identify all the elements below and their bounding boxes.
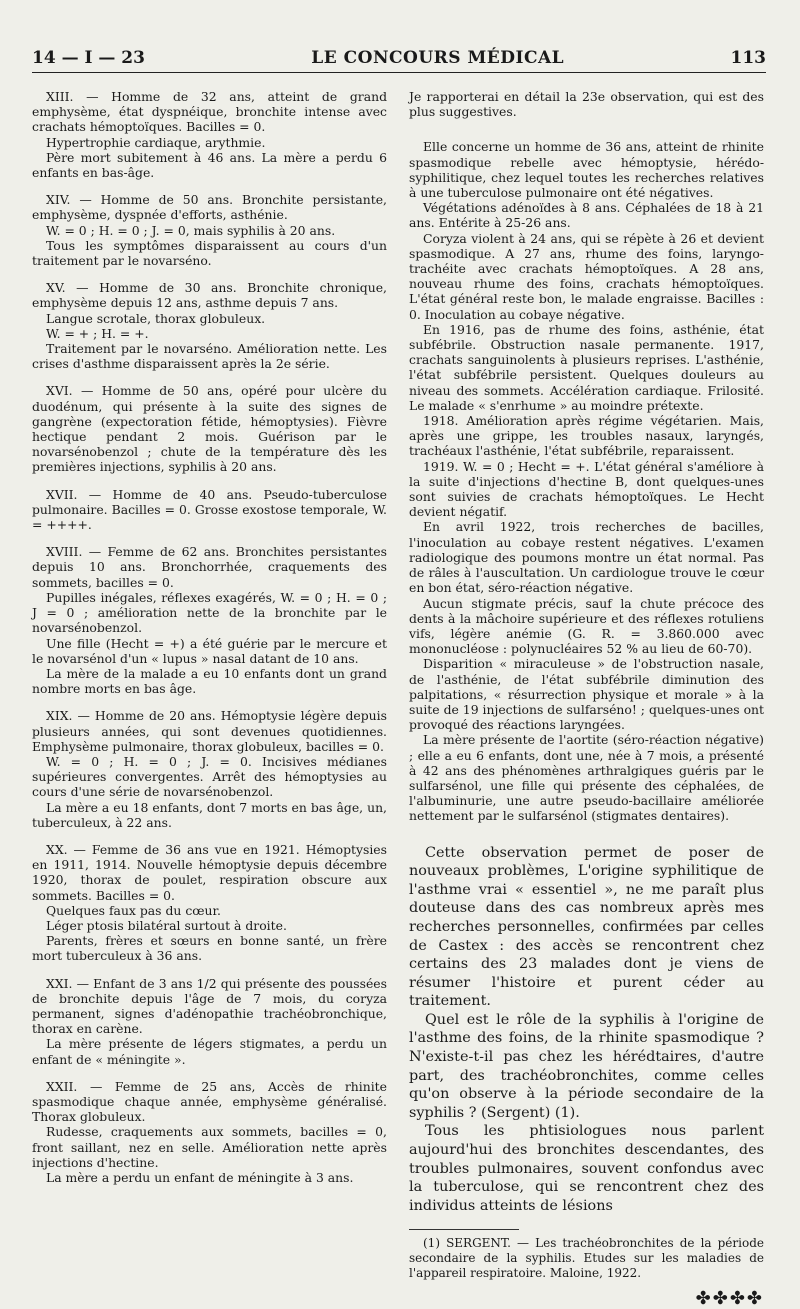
observation-paragraph: XVI. — Homme de 50 ans, opéré pour ulcère du duodénum, qui présente à la suite des signes de gangrène (expectoration fétide, hémoptysies). Fièvre hectique pendant 2 mois. Guérison par le novarsénobenzol ; chute de la température dès les premières injections, syphilis à 20 ans.: [32, 383, 387, 475]
observation-23-paragraph: 1918. Amélioration après régime végétarien. Mais, après une grippe, les troubles nasaux, laryngés, trachéaux l'asthénie, l'état subfébrile, reparaissent.: [409, 413, 764, 459]
observation-paragraph: XIII. — Homme de 32 ans, atteint de grand emphysème, état dyspnéique, bronchite intense avec crachats hémoptoïques. Bacilles = 0.: [32, 89, 387, 135]
observation-paragraph: XVIII. — Femme de 62 ans. Bronchites persistantes depuis 10 ans. Bronchorrhée, craquements des sommets, bacilles = 0.: [32, 544, 387, 590]
observation-entry: [32, 487, 387, 533]
observation-entry: [32, 708, 387, 830]
observation-paragraph: XV. — Homme de 30 ans. Bronchite chronique, emphysème depuis 12 ans, asthme depuis 7 ans.: [32, 280, 387, 311]
discussion-paragraph: Tous les phtisiologues nous parlent aujourd'hui des bronchites descendantes, des troubles pulmonaires, souvent confondus avec la tuberculose, qui se rencontrent chez des individus atteints de lésions: [409, 1123, 764, 1214]
footnote: [409, 1236, 764, 1281]
left-column: [32, 89, 387, 1307]
observation-entry: [32, 192, 387, 268]
observation-paragraph: Traitement par le novarséno. Amélioration nette. Les crises d'asthme disparaissent après la 2e série.: [32, 341, 387, 372]
observation-paragraph: Pupilles inégales, réflexes exagérés, W. = 0 ; H. = 0 ; J = 0 ; amélioration nette de la bronchite par le novarsénobenzol.: [32, 589, 387, 636]
observation-paragraph: Père mort subitement à 46 ans. La mère a perdu 6 enfants en bas-âge.: [32, 149, 387, 181]
observation-entry: [32, 1079, 387, 1185]
intro-text: Je rapporterai en détail la 23e observation, qui est des plus suggestives.: [409, 89, 764, 120]
observation-paragraph: Léger ptosis bilatéral surtout à droite.: [46, 917, 287, 933]
observation-paragraph: Parents, frères et sœurs en bonne santé, un frère mort tuberculeux à 36 ans.: [32, 933, 387, 964]
observation-23-paragraph: Végétations adénoïdes à 8 ans. Céphalées de 18 à 21 ans. Entérite à 25-26 ans.: [409, 200, 764, 231]
observation-23-paragraph: La mère présente de l'aortite (séro-réaction négative) ; elle a eu 6 enfants, dont une, née à 7 mois, a présenté à 42 ans des phénomènes arthralgiques guéris par le sulfarsénol, une fille qui présente des céphalées, de l'albuminurie, une autre pseudo-bacillaire améliorée nettement par le sulfarsénol (stigmates dentaires).: [409, 732, 764, 824]
observation-paragraph: Tous les symptômes disparaissent au cours d'un traitement par le novarséno.: [32, 237, 387, 269]
observation-paragraph: Langue scrotale, thorax globuleux.: [46, 310, 266, 326]
footnote-divider: [409, 1229, 519, 1230]
observation-paragraph: La mère a eu 18 enfants, dont 7 morts en bas âge, un, tuberculeux, à 22 ans.: [32, 799, 387, 830]
issue-date: 14 — I — 23: [32, 48, 145, 68]
observation-paragraph: Hypertrophie cardiaque, arythmie.: [46, 134, 266, 150]
journal-title: LE CONCOURS MÉDICAL: [311, 48, 565, 68]
observation-23-paragraph: En avril 1922, trois recherches de bacilles, l'inoculation au cobaye restent négatives. L'examen radiologique des poumons montre un état normal. Pas de râles à l'auscultation. Un cardiologue trouve le cœur en bon état, séro-réaction négative.: [409, 519, 764, 596]
observation-entry: [32, 280, 387, 371]
footnote-text: (1) SERGENT. — Les trachéobronchites de la période secondaire de la syphilis. Etudes sur les maladies de l'appareil respiratoire. Maloine, 1922.: [409, 1236, 764, 1281]
right-column: [409, 89, 764, 1307]
observation-23-paragraph: Elle concerne un homme de 36 ans, atteint de rhinite spasmodique rebelle avec hémoptysie, hérédo-syphilitique, chez lequel toutes les recherches relatives à une tuberculose pulmonaire ont été négatives.: [409, 139, 764, 201]
observation-paragraph: Rudesse, craquements aux sommets, bacilles = 0, front saillant, nez en selle. Amélioration nette après injections d'hectine.: [32, 1124, 387, 1170]
observation-paragraph: XIV. — Homme de 50 ans. Bronchite persistante, emphysème, dyspnée d'efforts, asthénie.: [32, 192, 387, 223]
page-number: 113: [730, 48, 766, 68]
intro-paragraph: [409, 89, 764, 119]
observation-23-paragraph: Disparition « miraculeuse » de l'obstruction nasale, de l'asthénie, de l'état subfébrile diminution des palpitations, « résurrection physique et morale » à la suite de 19 injections de sulfarséno! ; quelques-unes ont provoqué des réactions laryngées.: [409, 656, 764, 733]
observation-paragraph: W. = 0 ; H. = 0 ; J. = 0, mais syphilis à 20 ans.: [46, 222, 336, 238]
observation-paragraph: Quelques faux pas du cœur.: [46, 902, 221, 918]
observation-23: [409, 139, 764, 823]
observation-paragraph: La mère a perdu un enfant de méningite à 3 ans.: [46, 1170, 354, 1185]
discussion-paragraph: Quel est le rôle de la syphilis à l'origine de l'asthme des foins, de la rhinite spasmodique ? N'existe-t-il pas chez les hérédtaires, d'autre part, des trachéobronchites, comme celles qu'on observe à la période secondaire de la syphilis ? (Sergent) (1).: [409, 1011, 764, 1121]
observation-paragraph: W. = 0 ; H. = 0 ; J. = 0. Incisives médianes supérieures convergentes. Arrêt des hémoptysies au cours d'une série de novarsénobenzol.: [32, 753, 387, 800]
observation-paragraph: Une fille (Hecht = +) a été guérie par le mercure et le novarsénol d'un « lupus » nasal datant de 10 ans.: [32, 635, 387, 666]
observation-23-paragraph: En 1916, pas de rhume des foins, asthénie, état subfébrile. Obstruction nasale permanente. 1917, crachats sanguinolents à plusieurs reprises. L'asthénie, l'état subfébrile persistent. Quelques douleurs au niveau des sommets. Accélération cardiaque. Frilosité. Le malade « s'enrhume » au moindre prétexte.: [409, 321, 764, 413]
page-header: [32, 48, 766, 73]
observation-23-paragraph: Aucun stigmate précis, sauf la chute précoce des dents à la mâchoire supérieure et des réflexes rotuliens vifs, légère anémie (G. R. = 3.860.000 avec mononucléose : polynucléaires 52 % au lieu de 60-70).: [409, 595, 764, 657]
observation-entry: [32, 89, 387, 180]
observation-entry: [32, 544, 387, 696]
observation-paragraph: XVII. — Homme de 40 ans. Pseudo-tuberculose pulmonaire. Bacilles = 0. Grosse exostose temporale, W. = ++++.: [32, 486, 387, 533]
observation-paragraph: XXI. — Enfant de 3 ans 1/2 qui présente des poussées de bronchite depuis l'âge de 7 mois, du coryza permanent, signes d'adénopathie trachéobronchique, thorax en carène.: [32, 975, 387, 1037]
observation-paragraph: W. = + ; H. = +.: [46, 325, 149, 341]
discussion-paragraph: Cette observation permet de poser de nouveaux problèmes, L'origine syphilitique de l'asthme vrai « essentiel », ne me paraît plus douteuse dans des cas nombreux après mes recherches personnelles, confirmées par celles de Castex : des accès se rencontrent chez certains des 23 malades dont je viens de résumer l'histoire et purent céder au traitement.: [409, 844, 764, 1010]
ornament-glyphs: ✤✤✤✤: [695, 1288, 764, 1309]
observation-paragraph: La mère de la malade a eu 10 enfants dont un grand nombre morts en bas âge.: [32, 665, 387, 697]
observation-paragraph: XXII. — Femme de 25 ans, Accès de rhinite spasmodique chaque année, emphysème généralisé. Thorax globuleux.: [32, 1078, 387, 1125]
observation-23-paragraph: 1919. W. = 0 ; Hecht = +. L'état général s'améliore à la suite d'injections d'hectine B, dont quelques-unes sont suivies de crachats hémoptoïques. Le Hecht devient négatif.: [409, 458, 764, 520]
observation-paragraph: XX. — Femme de 36 ans vue en 1921. Hémoptysies en 1911, 1914. Nouvelle hémoptysie depuis décembre 1920, thorax de poulet, respiration obscure aux sommets. Bacilles = 0.: [32, 841, 387, 903]
observation-entry: [32, 383, 387, 474]
discussion-text: [409, 844, 764, 1216]
observation-entry: [32, 976, 387, 1067]
observation-entry: [32, 842, 387, 964]
observation-paragraph: La mère présente de légers stigmates, a perdu un enfant de « méningite ».: [32, 1036, 387, 1067]
observation-paragraph: XIX. — Homme de 20 ans. Hémoptysie légère depuis plusieurs années, qui sont devenues quotidiennes. Emphysème pulmonaire, thorax globuleux, bacilles = 0.: [32, 708, 387, 754]
observation-23-paragraph: Coryza violent à 24 ans, qui se répète à 26 et devient spasmodique. A 27 ans, rhume des foins, laryngo-trachéite avec crachats hémoptoïques. A 28 ans, nouveau rhume des foins, crachats hémoptoïques. L'état général reste bon, le malade engraisse. Bacilles : 0. Inoculation au cobaye négative.: [409, 230, 764, 322]
